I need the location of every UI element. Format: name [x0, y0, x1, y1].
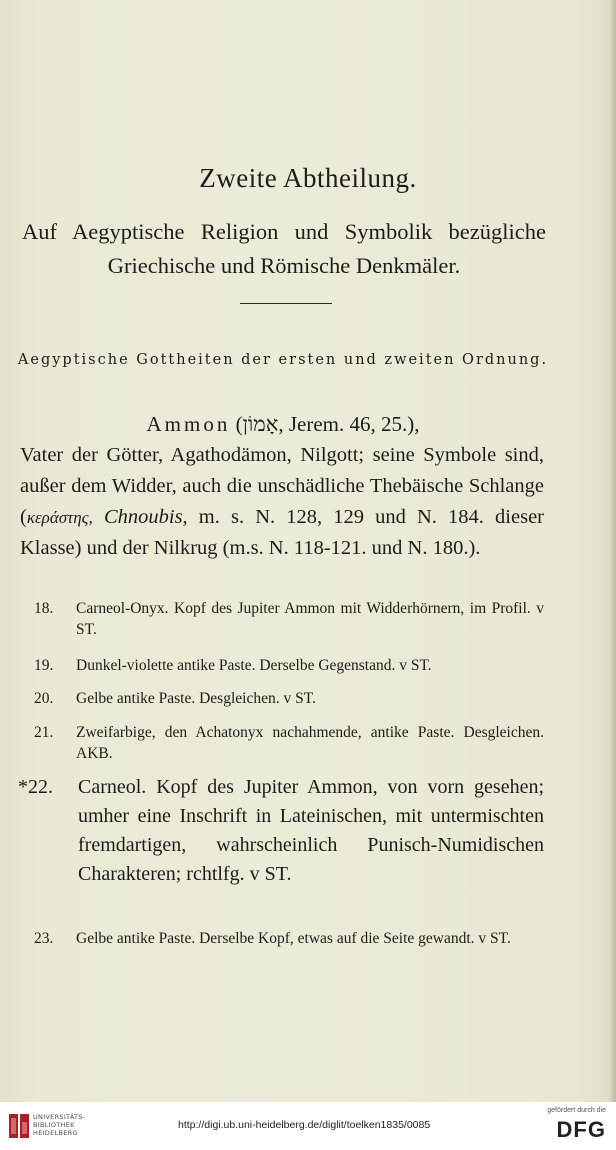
ammon-desc-part2: m. s. N. 128, 129 und N. 184. dieser Klasse) und der Nilkrug (m.s. N. 118-121. und N. 180.).	[20, 506, 545, 559]
entry-text: Gelbe antike Paste. Desgleichen. v ST.	[76, 690, 316, 707]
catalog-entry-featured	[18, 773, 544, 889]
funder-note: gefördert durch die	[547, 1107, 606, 1114]
ammon-name: Ammon	[146, 412, 231, 436]
entry-text: Zweifarbige, den Achatonyx nachahmende, antike Paste. Desgleichen. AKB.	[76, 724, 544, 762]
entry-text: Gelbe antike Paste. Derselbe Kopf, etwas auf die Seite gewandt. v ST.	[76, 930, 511, 947]
section-heading: Aegyptische Gottheiten der ersten und zweiten Ordnung.	[17, 352, 549, 368]
entry-number: *22.	[18, 776, 53, 798]
entry-number: 19.	[34, 657, 54, 674]
entry-text: Carneol-Onyx. Kopf des Jupiter Ammon mit Widderhörnern, im Profil. v ST.	[76, 600, 544, 638]
entry-number: 23.	[34, 930, 54, 947]
entry-text: Carneol. Kopf des Jupiter Ammon, von vorn gesehen; umher eine Inschrift in Lateinischen, mit untermischten fremdartigen, wahrscheinlich Punisch-Numidischen Charakteren; rchtlfg. v ST.	[78, 776, 544, 885]
ammon-reference: Jerem. 46, 25.),	[288, 412, 420, 436]
catalog-entry	[34, 688, 544, 709]
catalog-entry	[34, 655, 544, 676]
entry-number: 18.	[34, 600, 54, 617]
ammon-hebrew: (אָמוֹן,	[235, 412, 284, 436]
dfg-logo[interactable]: DFG	[556, 1117, 606, 1142]
page-title: Zweite Abtheilung.	[199, 163, 417, 193]
divider-rule	[240, 303, 332, 304]
ammon-chnoubis: Chnoubis,	[103, 506, 188, 528]
viewer-footer	[0, 1102, 616, 1150]
ammon-greek-word: κεράστης,	[26, 508, 93, 527]
page-subtitle: Auf Aegyptische Religion und Symbolik bezügliche Griechische und Römische Denkmäler.	[22, 219, 546, 278]
entry-number: 20.	[34, 690, 54, 707]
ammon-desc-part1: Vater der Götter, Agathodämon, Nilgott; seine Symbole sind, außer dem Widder, auch die unschädliche Thebäische Schlange (	[20, 444, 544, 528]
catalog-entry	[34, 928, 544, 949]
permalink-url[interactable]: http://digi.ub.uni-heidelberg.de/diglit/toelken1835/0085	[178, 1119, 431, 1131]
entry-number: 21.	[34, 724, 54, 741]
entry-text: Dunkel-violette antike Paste. Derselbe Gegenstand. v ST.	[76, 657, 432, 674]
ammon-description	[20, 440, 544, 564]
ammon-heading	[0, 412, 566, 437]
catalog-entry	[34, 598, 544, 640]
library-name[interactable]: UNIVERSITÄTS- BIBLIOTHEK HEIDELBERG	[33, 1113, 86, 1137]
university-library-logo-icon	[8, 1112, 30, 1140]
catalog-entry	[34, 722, 544, 764]
